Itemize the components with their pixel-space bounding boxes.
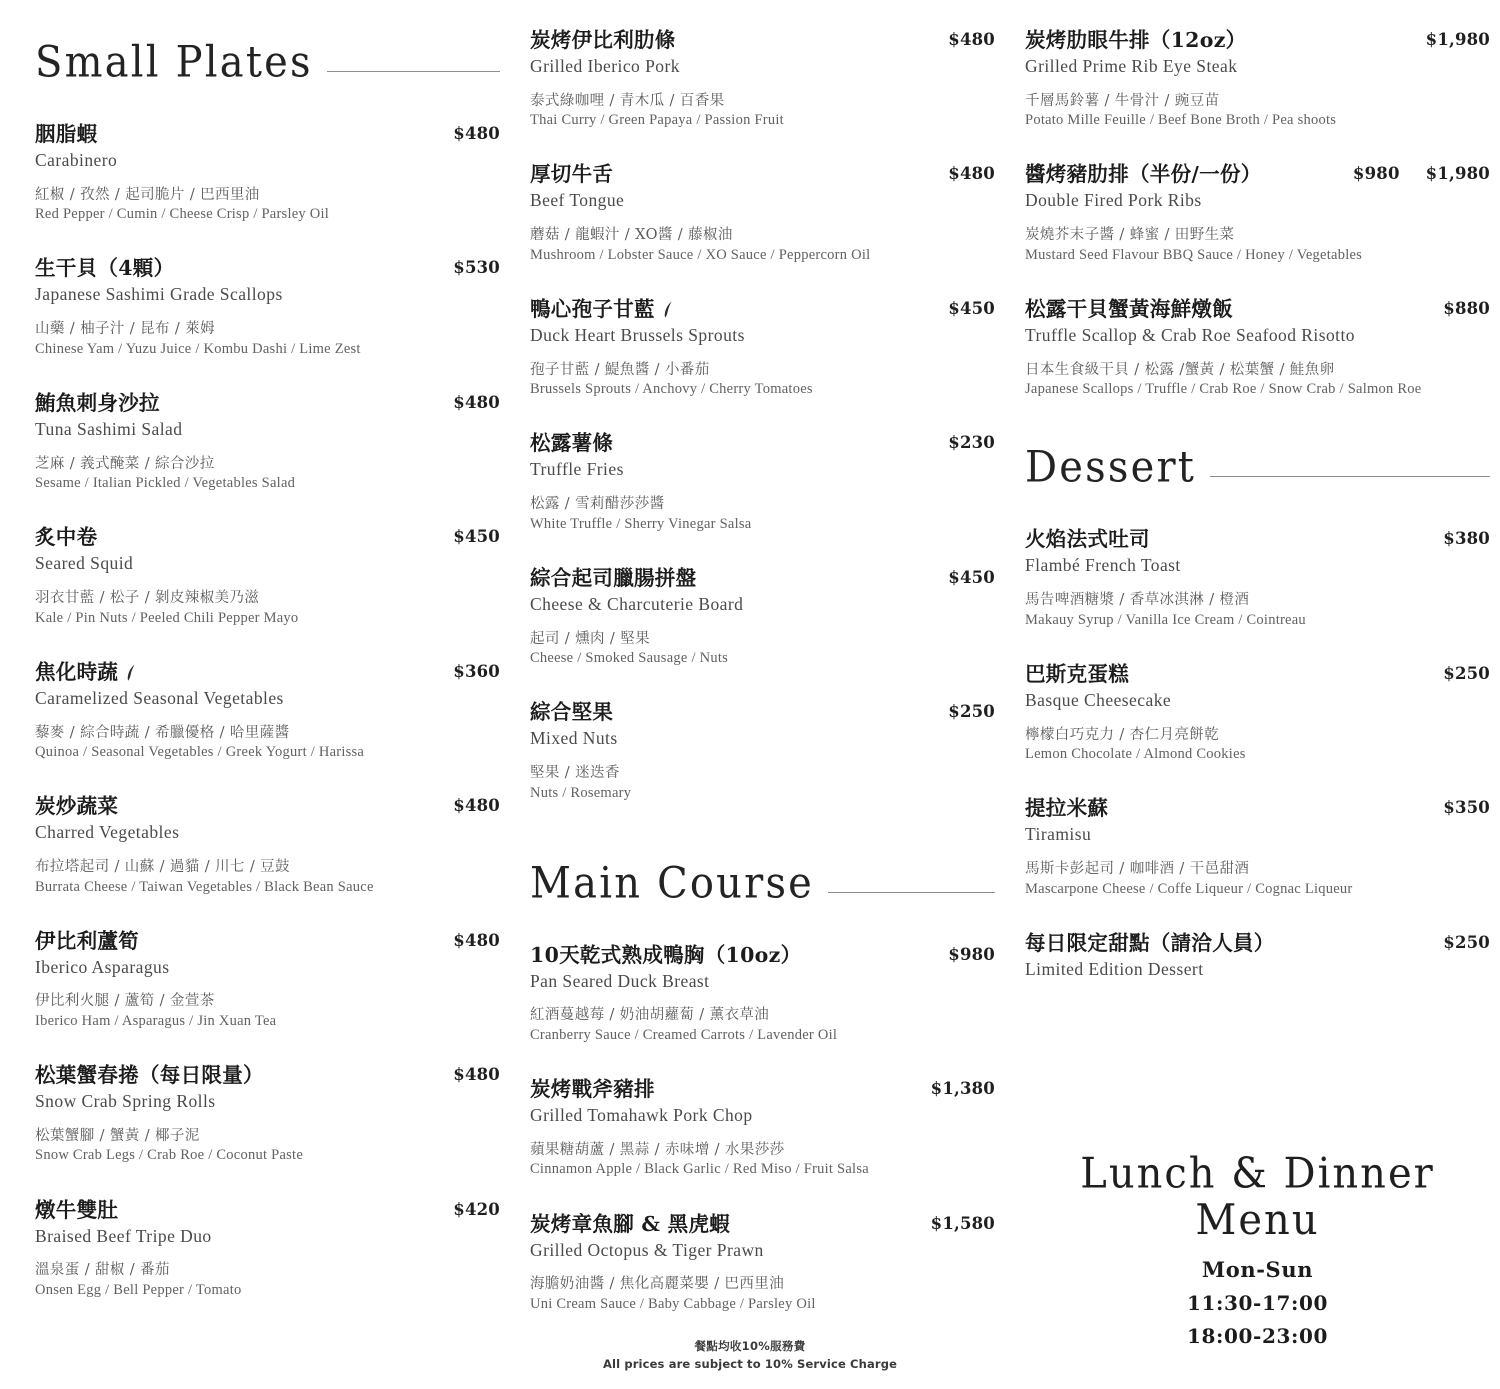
menu-item-names: [35, 1198, 443, 1248]
menu-item-name-zh: 生干貝（4顆）: [35, 256, 175, 281]
menu-item-description: [35, 1127, 500, 1166]
menu-item-price-full: $1,980: [1425, 164, 1490, 184]
menu-item-description-en: Nuts / Rosemary: [530, 784, 632, 801]
menu-brand-title: Lunch & Dinner Menu: [1080, 1149, 1435, 1245]
menu-item-description-en: Snow Crab Legs / Crab Roe / Coconut Paste: [35, 1147, 304, 1164]
menu-item-prices: [948, 162, 995, 183]
menu-item: [35, 1063, 500, 1165]
menu-item-name-en: Grilled Tomahawk Pork Chop: [530, 1105, 753, 1126]
menu-item-description-en: Quinoa / Seasonal Vegetables / Greek Yogurt / Harissa: [35, 744, 365, 761]
menu-item-description: [530, 764, 995, 803]
menu-item-description-zh: 松露 / 雪莉醋莎莎醬: [530, 496, 665, 513]
menu-item-prices: [931, 1077, 995, 1098]
menu-item-name-en: Pan Seared Duck Breast: [530, 970, 710, 991]
menu-item-description-en: Cranberry Sauce / Creamed Carrots / Lavender Oil: [530, 1026, 838, 1043]
menu-item-name-zh: 厚切牛舌: [530, 162, 614, 187]
menu-item-price: $420: [453, 1199, 500, 1219]
menu-item-description-zh: 蘑菇 / 龍蝦汁 / XO醬 / 藤椒油: [530, 227, 733, 244]
menu-item-names: [35, 391, 443, 441]
menu-item-header: [530, 431, 995, 481]
menu-item-description: [530, 1275, 995, 1314]
menu-item-description: [35, 455, 500, 494]
menu-item-description: [530, 361, 995, 400]
menu-item-description-en: Onsen Egg / Bell Pepper / Tomato: [35, 1281, 242, 1298]
menu-item-prices: [453, 391, 500, 412]
menu-item-price: $480: [453, 930, 500, 950]
menu-item-name-zh: 每日限定甜點（請洽人員）: [1025, 930, 1275, 955]
menu-item-description-zh: 日本生食級干貝 / 松露 /蟹黃 / 松葉蟹 / 鮭魚卵: [1025, 361, 1335, 378]
menu-item-prices: [1443, 297, 1490, 318]
menu-item-name-en: Truffle Fries: [530, 459, 624, 480]
menu-item: [35, 929, 500, 1031]
menu-item-description: [1025, 726, 1490, 765]
menu-item-names: [1025, 162, 1343, 212]
section-title: Main Course: [530, 858, 815, 908]
menu-item-description-en: Lemon Chocolate / Almond Cookies: [1025, 746, 1246, 763]
dinner-hours: 18:00-23:00: [1187, 1324, 1328, 1348]
menu-item-description: [1025, 361, 1490, 400]
menu-item-header: [35, 794, 500, 844]
menu-item-prices: [453, 122, 500, 143]
menu-item-names: [35, 929, 443, 979]
menu-item-prices: [1443, 796, 1490, 817]
menu-item: [530, 700, 995, 802]
menu-item-list-column-3-dessert: [1025, 527, 1490, 980]
menu-item-list-column-2-main-course: [530, 943, 995, 1314]
menu-item-name-zh: 燉牛雙肚: [35, 1197, 119, 1222]
menu-item-names: [35, 256, 443, 306]
menu-item-names: [35, 1063, 443, 1113]
menu-item-header: [35, 122, 500, 172]
menu-item-names: [530, 162, 938, 212]
menu-item-price: $480: [453, 1065, 500, 1085]
menu-item: [35, 256, 500, 358]
menu-item-prices: [453, 929, 500, 950]
menu-item-name-zh: 提拉米蘇: [1025, 796, 1109, 821]
menu-item-name-zh: 松露薯條: [530, 431, 614, 456]
menu-item-name-en: Braised Beef Tripe Duo: [35, 1225, 212, 1246]
menu-column-2: [530, 28, 995, 1389]
menu-item-name-zh: 炭烤戰斧豬排: [530, 1077, 655, 1102]
menu-item-name-zh: 綜合堅果: [530, 700, 614, 725]
menu-item-name-en: Tiramisu: [1025, 824, 1092, 845]
menu-item-name-en: Grilled Octopus & Tiger Prawn: [530, 1239, 764, 1260]
menu-item-name-zh: 胭脂蝦: [35, 122, 98, 146]
menu-item-names: [35, 525, 443, 575]
menu-item: [1025, 662, 1490, 764]
menu-item-prices: [1443, 527, 1490, 548]
section-divider: [1210, 476, 1490, 477]
menu-item-name-zh: 松葉蟹春捲（每日限量）: [35, 1063, 264, 1088]
menu-item-description-zh: 起司 / 燻肉 / 堅果: [530, 630, 651, 647]
menu-item-name-zh: 巴斯克蛋糕: [1025, 661, 1129, 686]
menu-item-name-en: Double Fired Pork Ribs: [1025, 190, 1202, 211]
menu-item: [530, 943, 995, 1045]
menu-item: [35, 794, 500, 896]
menu-item-price: $450: [948, 298, 995, 318]
menu-item-description: [1025, 860, 1490, 899]
menu-item-names: [1025, 28, 1416, 78]
menu-item-price: $450: [948, 567, 995, 587]
menu-item-header: [530, 943, 995, 993]
service-charge-zh: 餐點均收10%服務費: [694, 1339, 806, 1353]
menu-column-3: [1025, 28, 1490, 1389]
menu-item-names: [530, 431, 938, 481]
section-divider: [327, 71, 500, 72]
menu-item-price: $250: [1443, 932, 1490, 952]
menu-item-price: $1,380: [930, 1079, 995, 1099]
menu-item-name-zh: 炙中卷: [35, 525, 98, 550]
menu-item-prices: [453, 794, 500, 815]
menu-item-description: [1025, 92, 1490, 131]
menu-item-name-en: Flambé French Toast: [1025, 555, 1181, 576]
menu-item-name-en: Japanese Sashimi Grade Scallops: [35, 284, 283, 305]
menu-item-header: [530, 297, 995, 347]
menu-item-description-zh: 紅椒 / 孜然 / 起司脆片 / 巴西里油: [35, 186, 260, 203]
menu-item-description-zh: 芝麻 / 義式醃菜 / 綜合沙拉: [35, 455, 215, 472]
menu-item-description-en: Japanese Scallops / Truffle / Crab Roe / Snow Crab / Salmon Roe: [1025, 381, 1422, 398]
menu-item-description-zh: 布拉塔起司 / 山蘇 / 過貓 / 川七 / 豆鼓: [35, 858, 290, 875]
menu-item-description-zh: 馬告啤酒糖漿 / 香草冰淇淋 / 橙酒: [1025, 592, 1250, 609]
section-title: Small Plates: [35, 37, 313, 88]
brand-block: [1025, 1149, 1490, 1348]
menu-column-1: [35, 28, 500, 1389]
menu-item-header: [530, 1077, 995, 1127]
menu-item-description-en: Sesame / Italian Pickled / Vegetables Salad: [35, 475, 296, 492]
service-charge-en: All prices are subject to 10% Service Charge: [602, 1357, 898, 1371]
menu-item-description-zh: 伊比利火腿 / 蘆筍 / 金萱茶: [35, 993, 215, 1010]
menu-item: [35, 122, 500, 224]
menu-item-description-en: Mustard Seed Flavour BBQ Sauce / Honey / Vegetables: [1025, 246, 1363, 263]
menu-item-names: [530, 700, 938, 750]
menu-item-name-en: Seared Squid: [35, 553, 134, 574]
menu-item-names: [530, 1077, 921, 1127]
menu-item-description-en: Chinese Yam / Yuzu Juice / Kombu Dashi / Lime Zest: [35, 340, 361, 357]
menu-item-description: [35, 992, 500, 1031]
menu-item-list-column-3-main-course: [1025, 28, 1490, 399]
menu-item: [35, 391, 500, 493]
menu-item-description-en: Potato Mille Feuille / Beef Bone Broth / Pea shoots: [1025, 112, 1337, 129]
menu-item-names: [1025, 527, 1433, 577]
menu-item-header: [1025, 28, 1490, 78]
menu-item-description-zh: 堅果 / 迷迭香: [530, 764, 620, 781]
menu-item: [1025, 796, 1490, 898]
menu-item-description-zh: 孢子甘藍 / 鯷魚醬 / 小番茄: [530, 361, 710, 378]
menu-item: [530, 28, 995, 130]
menu-item: [1025, 527, 1490, 629]
menu-item-description-zh: 蘋果糖葫蘆 / 黑蒜 / 赤味增 / 水果莎莎: [530, 1141, 785, 1158]
service-charge-note: [0, 1338, 1500, 1371]
menu-item-name-zh: 松露干貝蟹黃海鮮燉飯: [1025, 296, 1233, 321]
section-header-small-plates: [35, 28, 500, 88]
menu-item-name-zh: 10天乾式熟成鴨胸（10oz）: [530, 942, 802, 967]
menu-item-name-zh: 炭烤伊比利肋條: [530, 28, 676, 52]
menu-item-header: [35, 660, 500, 710]
menu-item-prices: [1426, 28, 1490, 49]
menu-item-name-zh: 伊比利蘆筍: [35, 928, 139, 953]
menu-item-header: [1025, 931, 1490, 981]
menu-item-prices: [948, 700, 995, 721]
menu-item-prices: [453, 660, 500, 681]
menu-item-price: $980: [948, 944, 995, 964]
menu-item-price: $350: [1443, 798, 1490, 818]
menu-item-name-en: Limited Edition Dessert: [1025, 958, 1204, 979]
menu-item-name-en: Truffle Scallop & Crab Roe Seafood Risotto: [1025, 324, 1355, 345]
menu-item: [35, 660, 500, 762]
menu-item-description-en: Mushroom / Lobster Sauce / XO Sauce / Peppercorn Oil: [530, 246, 871, 263]
menu-item-description-en: Iberico Ham / Asparagus / Jin Xuan Tea: [35, 1012, 277, 1029]
menu-item-list-column-1: [35, 122, 500, 1300]
menu-item-name-en: Mixed Nuts: [530, 728, 618, 749]
menu-item-names: [35, 660, 443, 710]
menu-item-price: $1,580: [930, 1213, 995, 1233]
menu-item-name-en: Basque Cheesecake: [1025, 689, 1172, 710]
menu-item-header: [35, 256, 500, 306]
menu-item: [530, 566, 995, 668]
menu-item-names: [530, 1212, 921, 1262]
lunch-hours: 11:30-17:00: [1187, 1291, 1328, 1315]
menu-item-prices: [453, 1198, 500, 1219]
menu-item-header: [35, 391, 500, 441]
menu-item-price: $360: [453, 661, 500, 681]
menu-item-names: [1025, 796, 1433, 846]
menu-item: [530, 431, 995, 533]
menu-item-price: $480: [453, 796, 500, 816]
menu-item-prices: [1443, 931, 1490, 952]
menu-item: [1025, 931, 1490, 981]
menu-item-name-zh: 焦化時蔬: [35, 660, 443, 685]
menu-item-header: [530, 162, 995, 212]
menu-item-prices: [453, 1063, 500, 1084]
menu-item: [1025, 162, 1490, 264]
menu-item-description-zh: 山藥 / 柚子汁 / 昆布 / 萊姆: [35, 321, 216, 338]
menu-item-names: [530, 297, 938, 347]
menu-item-description: [530, 630, 995, 669]
menu-item-header: [35, 1063, 500, 1113]
menu-item-description-en: Red Pepper / Cumin / Cheese Crisp / Parsley Oil: [35, 206, 330, 223]
menu-item-description: [1025, 226, 1490, 265]
menu-item-header: [530, 566, 995, 616]
menu-item-description-zh: 炭燒芥末子醬 / 蜂蜜 / 田野生菜: [1025, 227, 1235, 244]
menu-item-description-zh: 溫泉蛋 / 甜椒 / 番茄: [35, 1262, 170, 1279]
menu-item-description: [530, 495, 995, 534]
menu-item-description-en: Kale / Pin Nuts / Peeled Chili Pepper Mayo: [35, 609, 299, 626]
menu-item-description-en: Thai Curry / Green Papaya / Passion Fruit: [530, 112, 784, 129]
menu-item-prices: [948, 28, 995, 49]
menu-item-header: [1025, 162, 1490, 212]
menu-item-name-en: Iberico Asparagus: [35, 956, 170, 977]
menu-item-description: [35, 724, 500, 763]
menu-item-description-zh: 松葉蟹腳 / 蟹黃 / 椰子泥: [35, 1127, 200, 1144]
menu-item-description-zh: 藜麥 / 綜合時蔬 / 希臘優格 / 哈里薩醬: [35, 724, 290, 741]
menu-item-name-en: Duck Heart Brussels Sprouts: [530, 324, 745, 345]
menu-item-prices: [1443, 662, 1490, 683]
menu-item-description: [35, 186, 500, 225]
menu-item-prices: [948, 943, 995, 964]
menu-item-name-en: Caramelized Seasonal Vegetables: [35, 687, 284, 708]
menu-item-description-zh: 海膽奶油醬 / 焦化高麗菜嬰 / 巴西里油: [530, 1276, 785, 1293]
menu-item-prices: [948, 566, 995, 587]
menu-item-name-zh: 炭烤肋眼牛排（12oz）: [1025, 28, 1247, 52]
menu-item-description-en: Mascarpone Cheese / Coffe Liqueur / Cognac Liqueur: [1025, 880, 1353, 897]
menu-item-header: [35, 929, 500, 979]
menu-item-names: [530, 28, 938, 78]
menu-item-description-en: White Truffle / Sherry Vinegar Salsa: [530, 515, 752, 532]
menu-item: [1025, 28, 1490, 130]
menu-item: [530, 1077, 995, 1179]
menu-item-description-zh: 泰式綠咖哩 / 青木瓜 / 百香果: [530, 92, 725, 109]
menu-item-list-column-2-small-plates: [530, 28, 995, 803]
menu-item-price: $530: [453, 258, 500, 278]
menu-item-description: [35, 320, 500, 359]
menu-item: [530, 162, 995, 264]
menu-item: [530, 297, 995, 399]
menu-item-price: $880: [1443, 298, 1490, 318]
menu-item-name-zh: 綜合起司臘腸拼盤: [530, 565, 697, 590]
menu-item-name-en: Cheese & Charcuterie Board: [530, 593, 744, 614]
menu-item-description-en: Cheese / Smoked Sausage / Nuts: [530, 650, 728, 667]
menu-item-price: $1,980: [1425, 30, 1490, 49]
menu-item-description-zh: 紅酒蔓越莓 / 奶油胡蘿蔔 / 薰衣草油: [530, 1007, 770, 1024]
menu-item: [35, 1198, 500, 1300]
menu-item-description: [35, 589, 500, 628]
menu-item-description: [35, 1261, 500, 1300]
menu-item-description: [530, 226, 995, 265]
menu-item-names: [1025, 931, 1433, 981]
menu-item-description-en: Uni Cream Sauce / Baby Cabbage / Parsley Oil: [530, 1295, 816, 1312]
menu-item-name-zh: 鴨心孢子甘藍: [530, 297, 938, 322]
menu-item-name-en: Carabinero: [35, 150, 118, 170]
menu-item-price: $380: [1443, 529, 1490, 549]
menu-item-name-en: Snow Crab Spring Rolls: [35, 1091, 216, 1112]
menu-item-description: [1025, 591, 1490, 630]
menu-item-header: [35, 525, 500, 575]
menu-item-names: [530, 566, 938, 616]
menu-item-price: $480: [453, 124, 500, 143]
menu-item-names: [1025, 297, 1433, 347]
menu-item: [1025, 297, 1490, 399]
section-divider: [828, 892, 995, 893]
menu-item-names: [530, 943, 938, 993]
menu-item-header: [1025, 527, 1490, 577]
menu-item-description-zh: 千層馬鈴薯 / 牛骨汁 / 豌豆苗: [1025, 92, 1220, 109]
opening-days: Mon-Sun: [1201, 1257, 1314, 1282]
menu-item-prices: [1353, 162, 1490, 183]
menu-item-price: $480: [948, 30, 995, 49]
menu-item-names: [35, 122, 443, 172]
menu-item-description-en: Cinnamon Apple / Black Garlic / Red Miso / Fruit Salsa: [530, 1161, 869, 1178]
menu-item-name-zh: 炭炒蔬菜: [35, 794, 119, 819]
menu-item-names: [1025, 662, 1433, 712]
menu-item-price: $250: [1443, 663, 1490, 683]
menu-item-description-zh: 羽衣甘藍 / 松子 / 剝皮辣椒美乃滋: [35, 590, 260, 607]
menu-item-name-zh: 炭烤章魚腳 & 黑虎蝦: [530, 1211, 731, 1236]
menu-item-header: [1025, 796, 1490, 846]
menu-item-description: [530, 1006, 995, 1045]
menu-item-prices: [453, 256, 500, 277]
leaf-icon: [125, 664, 138, 681]
menu-item-description: [530, 1141, 995, 1180]
menu-item-name-en: Beef Tongue: [530, 190, 625, 211]
leaf-icon: [662, 301, 675, 318]
menu-item-price: $980: [1352, 164, 1400, 184]
menu-item-header: [530, 28, 995, 78]
menu-item-name-en: Grilled Iberico Pork: [530, 56, 680, 76]
menu-item-description: [530, 92, 995, 131]
menu-item-header: [1025, 662, 1490, 712]
menu-item-price: $230: [948, 433, 995, 453]
section-title: Dessert: [1025, 442, 1197, 493]
menu-item-prices: [948, 431, 995, 452]
section-header-dessert: [1025, 433, 1490, 493]
menu-item-price: $480: [453, 392, 500, 412]
menu-item-header: [530, 1212, 995, 1262]
menu-item-name-zh: 火焰法式吐司: [1025, 527, 1150, 552]
menu-item-prices: [931, 1212, 995, 1233]
menu-item-prices: [453, 525, 500, 546]
menu-item-header: [35, 1198, 500, 1248]
menu-item-price: $250: [948, 702, 995, 722]
menu-item-description: [35, 858, 500, 897]
menu-item-name-zh: 醬烤豬肋排（半份/一份）: [1025, 162, 1262, 187]
menu-item-description-zh: 馬斯卡彭起司 / 咖啡酒 / 干邑甜酒: [1025, 860, 1250, 877]
menu-item-description-zh: 檸檬白巧克力 / 杏仁月亮餅乾: [1025, 726, 1220, 743]
menu-item-price: $450: [453, 527, 500, 547]
menu-item-header: [1025, 297, 1490, 347]
menu-item-names: [35, 794, 443, 844]
menu-item-description-en: Makauy Syrup / Vanilla Ice Cream / Cointreau: [1025, 611, 1306, 628]
menu-item-name-en: Tuna Sashimi Salad: [35, 418, 183, 439]
menu-item-price: $480: [948, 164, 995, 184]
menu-item-name-en: Grilled Prime Rib Eye Steak: [1025, 56, 1238, 76]
menu-item-header: [530, 700, 995, 750]
menu-item-description-en: Burrata Cheese / Taiwan Vegetables / Black Bean Sauce: [35, 878, 374, 895]
menu-item-name-zh: 鮪魚刺身沙拉: [35, 390, 160, 415]
menu-item: [35, 525, 500, 627]
menu-item: [530, 1212, 995, 1314]
section-header-main-course: [530, 849, 995, 908]
menu-item-prices: [948, 297, 995, 318]
menu-item-description-en: Brussels Sprouts / Anchovy / Cherry Tomatoes: [530, 381, 813, 398]
menu-item-name-en: Charred Vegetables: [35, 822, 180, 843]
